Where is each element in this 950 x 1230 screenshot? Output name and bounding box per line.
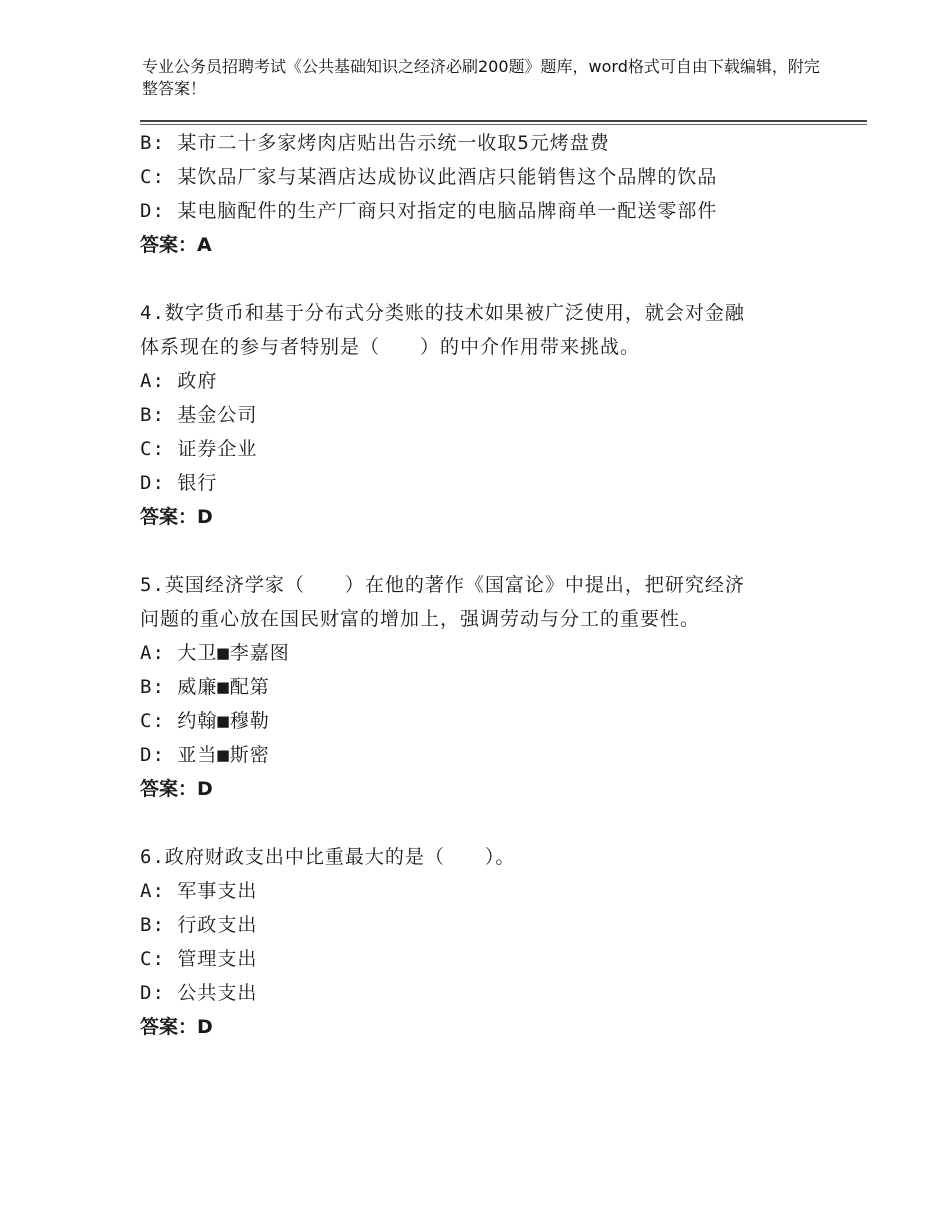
answer-line: 答案：D [140,778,213,800]
document-body [140,126,840,1044]
option-c: C: 证券企业 [140,438,258,460]
question-stem-line: 问题的重心放在国民财富的增加上，强调劳动与分工的重要性。 [140,608,701,630]
option-c: C: 某饮品厂家与某酒店达成协议此酒店只能销售这个品牌的饮品 [140,166,718,188]
option-b: B: 行政支出 [140,914,258,936]
question-stem-line: 5.英国经济学家（ ）在他的著作《国富论》中提出，把研究经济 [140,574,745,596]
answer-line: 答案：A [140,234,212,256]
question-block-5 [140,568,840,806]
option-b: B: 基金公司 [140,404,258,426]
question-block-6 [140,840,840,1044]
option-b: B: 某市二十多家烤肉店贴出告示统一收取5元烤盘费 [140,132,610,154]
option-c: C: 管理支出 [140,948,258,970]
option-d: D: 公共支出 [140,982,258,1004]
option-b: B: 威廉■配第 [140,676,270,698]
option-a: A: 政府 [140,370,218,392]
option-d: D: 某电脑配件的生产厂商只对指定的电脑品牌商单一配送零部件 [140,200,718,222]
option-a: A: 军事支出 [140,880,258,902]
option-d: D: 银行 [140,472,218,494]
option-c: C: 约翰■穆勒 [140,710,270,732]
option-d: D: 亚当■斯密 [140,744,270,766]
answer-line: 答案：D [140,506,213,528]
option-a: A: 大卫■李嘉图 [140,642,290,664]
question-stem-line: 6.政府财政支出中比重最大的是（ ）。 [140,846,516,868]
answer-line: 答案：D [140,1016,213,1038]
question-stem-line: 4.数字货币和基于分布式分类账的技术如果被广泛使用，就会对金融 [140,302,745,324]
question-block-4 [140,296,840,534]
question-block-3-tail [140,126,840,262]
document-header: 专业公务员招聘考试《公共基础知识之经济必刷200题》题库，word格式可自由下载编辑，附完整答案！ [142,57,820,98]
question-stem-line: 体系现在的参与者特别是（ ）的中介作用带来挑战。 [140,336,641,358]
header-rule-thin [140,124,867,125]
header-rule-thick [140,120,867,122]
